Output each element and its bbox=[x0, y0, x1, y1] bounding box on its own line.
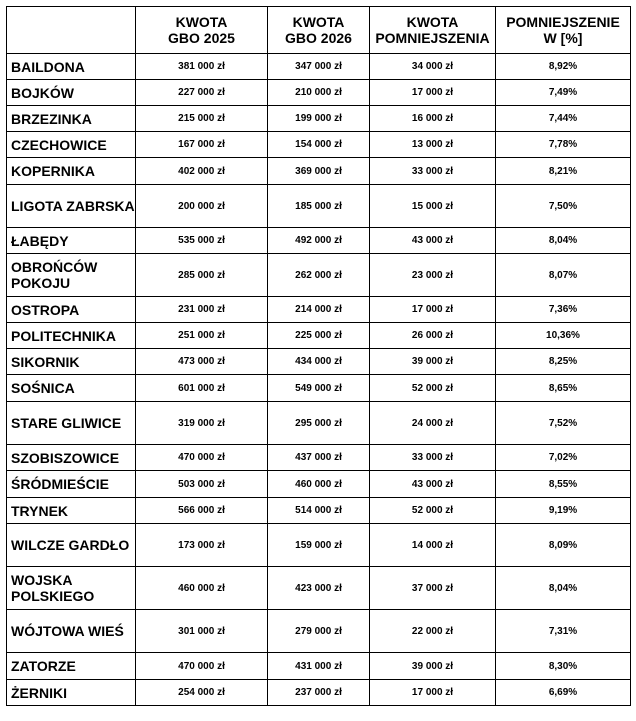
table-row bbox=[7, 471, 631, 498]
reduction-amount: 17 000 zł bbox=[370, 80, 496, 106]
gbo-2025-amount: 473 000 zł bbox=[136, 349, 268, 375]
district-name: BRZEZINKA bbox=[7, 106, 136, 132]
gbo-2026-amount: 347 000 zł bbox=[268, 54, 370, 80]
district-name: TRYNEK bbox=[7, 498, 136, 524]
gbo-2026-amount: 199 000 zł bbox=[268, 106, 370, 132]
gbo-2025-amount: 381 000 zł bbox=[136, 54, 268, 80]
gbo-2025-amount: 231 000 zł bbox=[136, 297, 268, 323]
reduction-percent: 7,52% bbox=[496, 402, 631, 445]
reduction-percent: 7,31% bbox=[496, 610, 631, 653]
table-row bbox=[7, 228, 631, 254]
reduction-amount: 34 000 zł bbox=[370, 54, 496, 80]
district-name: KOPERNIKA bbox=[7, 158, 136, 185]
district-name: OSTROPA bbox=[7, 297, 136, 323]
gbo-2026-amount: 423 000 zł bbox=[268, 567, 370, 610]
gbo-2025-amount: 535 000 zł bbox=[136, 228, 268, 254]
gbo-table bbox=[6, 6, 631, 706]
reduction-amount: 14 000 zł bbox=[370, 524, 496, 567]
reduction-percent: 7,44% bbox=[496, 106, 631, 132]
gbo-2026-amount: 295 000 zł bbox=[268, 402, 370, 445]
gbo-2025-amount: 503 000 zł bbox=[136, 471, 268, 498]
gbo-2026-amount: 159 000 zł bbox=[268, 524, 370, 567]
gbo-2026-amount: 437 000 zł bbox=[268, 445, 370, 471]
reduction-amount: 43 000 zł bbox=[370, 228, 496, 254]
reduction-amount: 43 000 zł bbox=[370, 471, 496, 498]
header-percent-line2: W [%] bbox=[543, 30, 583, 46]
district-name: WÓJTOWA WIEŚ bbox=[7, 610, 136, 653]
table-row bbox=[7, 498, 631, 524]
gbo-2026-amount: 279 000 zł bbox=[268, 610, 370, 653]
reduction-amount: 52 000 zł bbox=[370, 498, 496, 524]
table-row bbox=[7, 132, 631, 158]
table-row bbox=[7, 158, 631, 185]
district-name: BOJKÓW bbox=[7, 80, 136, 106]
reduction-amount: 33 000 zł bbox=[370, 445, 496, 471]
gbo-2025-amount: 200 000 zł bbox=[136, 185, 268, 228]
district-name: ŚRÓDMIEŚCIE bbox=[7, 471, 136, 498]
district-name: SOŚNICA bbox=[7, 375, 136, 402]
reduction-amount: 52 000 zł bbox=[370, 375, 496, 402]
gbo-2025-amount: 470 000 zł bbox=[136, 445, 268, 471]
header-gbo-2026-line2: GBO 2026 bbox=[285, 30, 352, 46]
reduction-percent: 7,78% bbox=[496, 132, 631, 158]
reduction-percent: 8,30% bbox=[496, 653, 631, 680]
table-row bbox=[7, 323, 631, 349]
district-name: LIGOTA ZABRSKA bbox=[7, 185, 136, 228]
reduction-amount: 23 000 zł bbox=[370, 254, 496, 297]
gbo-2025-amount: 301 000 zł bbox=[136, 610, 268, 653]
district-name: SIKORNIK bbox=[7, 349, 136, 375]
reduction-percent: 7,02% bbox=[496, 445, 631, 471]
reduction-percent: 8,55% bbox=[496, 471, 631, 498]
district-name: SZOBISZOWICE bbox=[7, 445, 136, 471]
header-district bbox=[7, 7, 136, 54]
header-row bbox=[7, 7, 631, 54]
table-row bbox=[7, 349, 631, 375]
gbo-2026-amount: 154 000 zł bbox=[268, 132, 370, 158]
table-row bbox=[7, 653, 631, 680]
district-name: ŻERNIKI bbox=[7, 680, 136, 706]
gbo-2026-amount: 262 000 zł bbox=[268, 254, 370, 297]
gbo-2025-amount: 167 000 zł bbox=[136, 132, 268, 158]
table-row bbox=[7, 106, 631, 132]
gbo-2026-amount: 225 000 zł bbox=[268, 323, 370, 349]
reduction-amount: 24 000 zł bbox=[370, 402, 496, 445]
gbo-2026-amount: 369 000 zł bbox=[268, 158, 370, 185]
header-gbo-2026-line1: KWOTA bbox=[292, 14, 345, 30]
gbo-2026-amount: 185 000 zł bbox=[268, 185, 370, 228]
gbo-2025-amount: 254 000 zł bbox=[136, 680, 268, 706]
gbo-2026-amount: 237 000 zł bbox=[268, 680, 370, 706]
header-gbo-2025 bbox=[136, 7, 268, 54]
reduction-percent: 6,69% bbox=[496, 680, 631, 706]
gbo-2025-amount: 215 000 zł bbox=[136, 106, 268, 132]
header-percent-line1: POMNIEJSZENIE bbox=[506, 14, 620, 30]
gbo-2026-amount: 210 000 zł bbox=[268, 80, 370, 106]
header-reduction-amount bbox=[370, 7, 496, 54]
reduction-amount: 37 000 zł bbox=[370, 567, 496, 610]
gbo-2025-amount: 319 000 zł bbox=[136, 402, 268, 445]
reduction-amount: 16 000 zł bbox=[370, 106, 496, 132]
reduction-percent: 7,50% bbox=[496, 185, 631, 228]
gbo-2025-amount: 173 000 zł bbox=[136, 524, 268, 567]
district-name: WILCZE GARDŁO bbox=[7, 524, 136, 567]
reduction-amount: 17 000 zł bbox=[370, 680, 496, 706]
reduction-amount: 39 000 zł bbox=[370, 349, 496, 375]
gbo-2026-amount: 214 000 zł bbox=[268, 297, 370, 323]
district-name: WOJSKA POLSKIEGO bbox=[7, 567, 136, 610]
district-name: BAILDONA bbox=[7, 54, 136, 80]
reduction-amount: 26 000 zł bbox=[370, 323, 496, 349]
reduction-amount: 39 000 zł bbox=[370, 653, 496, 680]
table-row bbox=[7, 680, 631, 706]
gbo-2025-amount: 601 000 zł bbox=[136, 375, 268, 402]
district-name: POLITECHNIKA bbox=[7, 323, 136, 349]
reduction-percent: 8,92% bbox=[496, 54, 631, 80]
table-row bbox=[7, 254, 631, 297]
reduction-amount: 17 000 zł bbox=[370, 297, 496, 323]
table-row bbox=[7, 80, 631, 106]
gbo-2025-amount: 402 000 zł bbox=[136, 158, 268, 185]
gbo-2026-amount: 434 000 zł bbox=[268, 349, 370, 375]
district-name: ŁABĘDY bbox=[7, 228, 136, 254]
header-gbo-2025-line1: KWOTA bbox=[175, 14, 228, 30]
district-name: OBROŃCÓW POKOJU bbox=[7, 254, 136, 297]
reduction-percent: 7,36% bbox=[496, 297, 631, 323]
table-row bbox=[7, 54, 631, 80]
gbo-2025-amount: 251 000 zł bbox=[136, 323, 268, 349]
table-row bbox=[7, 402, 631, 445]
reduction-percent: 8,09% bbox=[496, 524, 631, 567]
table-row bbox=[7, 567, 631, 610]
gbo-2025-amount: 460 000 zł bbox=[136, 567, 268, 610]
gbo-2026-amount: 431 000 zł bbox=[268, 653, 370, 680]
table-row bbox=[7, 610, 631, 653]
reduction-percent: 8,04% bbox=[496, 567, 631, 610]
reduction-percent: 8,04% bbox=[496, 228, 631, 254]
reduction-percent: 9,19% bbox=[496, 498, 631, 524]
reduction-percent: 8,25% bbox=[496, 349, 631, 375]
reduction-amount: 13 000 zł bbox=[370, 132, 496, 158]
header-gbo-2025-line2: GBO 2025 bbox=[168, 30, 235, 46]
table-row bbox=[7, 297, 631, 323]
table-body bbox=[7, 54, 631, 706]
header-gbo-2026 bbox=[268, 7, 370, 54]
header-reduction-line2: POMNIEJSZENIA bbox=[375, 30, 490, 46]
reduction-percent: 8,21% bbox=[496, 158, 631, 185]
table-row bbox=[7, 445, 631, 471]
reduction-percent: 10,36% bbox=[496, 323, 631, 349]
reduction-amount: 15 000 zł bbox=[370, 185, 496, 228]
district-name: CZECHOWICE bbox=[7, 132, 136, 158]
gbo-2025-amount: 566 000 zł bbox=[136, 498, 268, 524]
reduction-percent: 8,65% bbox=[496, 375, 631, 402]
reduction-percent: 8,07% bbox=[496, 254, 631, 297]
gbo-2025-amount: 470 000 zł bbox=[136, 653, 268, 680]
table-row bbox=[7, 524, 631, 567]
reduction-amount: 22 000 zł bbox=[370, 610, 496, 653]
reduction-percent: 7,49% bbox=[496, 80, 631, 106]
district-name: ZATORZE bbox=[7, 653, 136, 680]
table-row bbox=[7, 185, 631, 228]
gbo-2026-amount: 460 000 zł bbox=[268, 471, 370, 498]
gbo-2026-amount: 514 000 zł bbox=[268, 498, 370, 524]
header-reduction-percent bbox=[496, 7, 631, 54]
district-name: STARE GLIWICE bbox=[7, 402, 136, 445]
table-row bbox=[7, 375, 631, 402]
gbo-2026-amount: 549 000 zł bbox=[268, 375, 370, 402]
gbo-2026-amount: 492 000 zł bbox=[268, 228, 370, 254]
reduction-amount: 33 000 zł bbox=[370, 158, 496, 185]
header-reduction-line1: KWOTA bbox=[406, 14, 459, 30]
gbo-2025-amount: 227 000 zł bbox=[136, 80, 268, 106]
gbo-2025-amount: 285 000 zł bbox=[136, 254, 268, 297]
